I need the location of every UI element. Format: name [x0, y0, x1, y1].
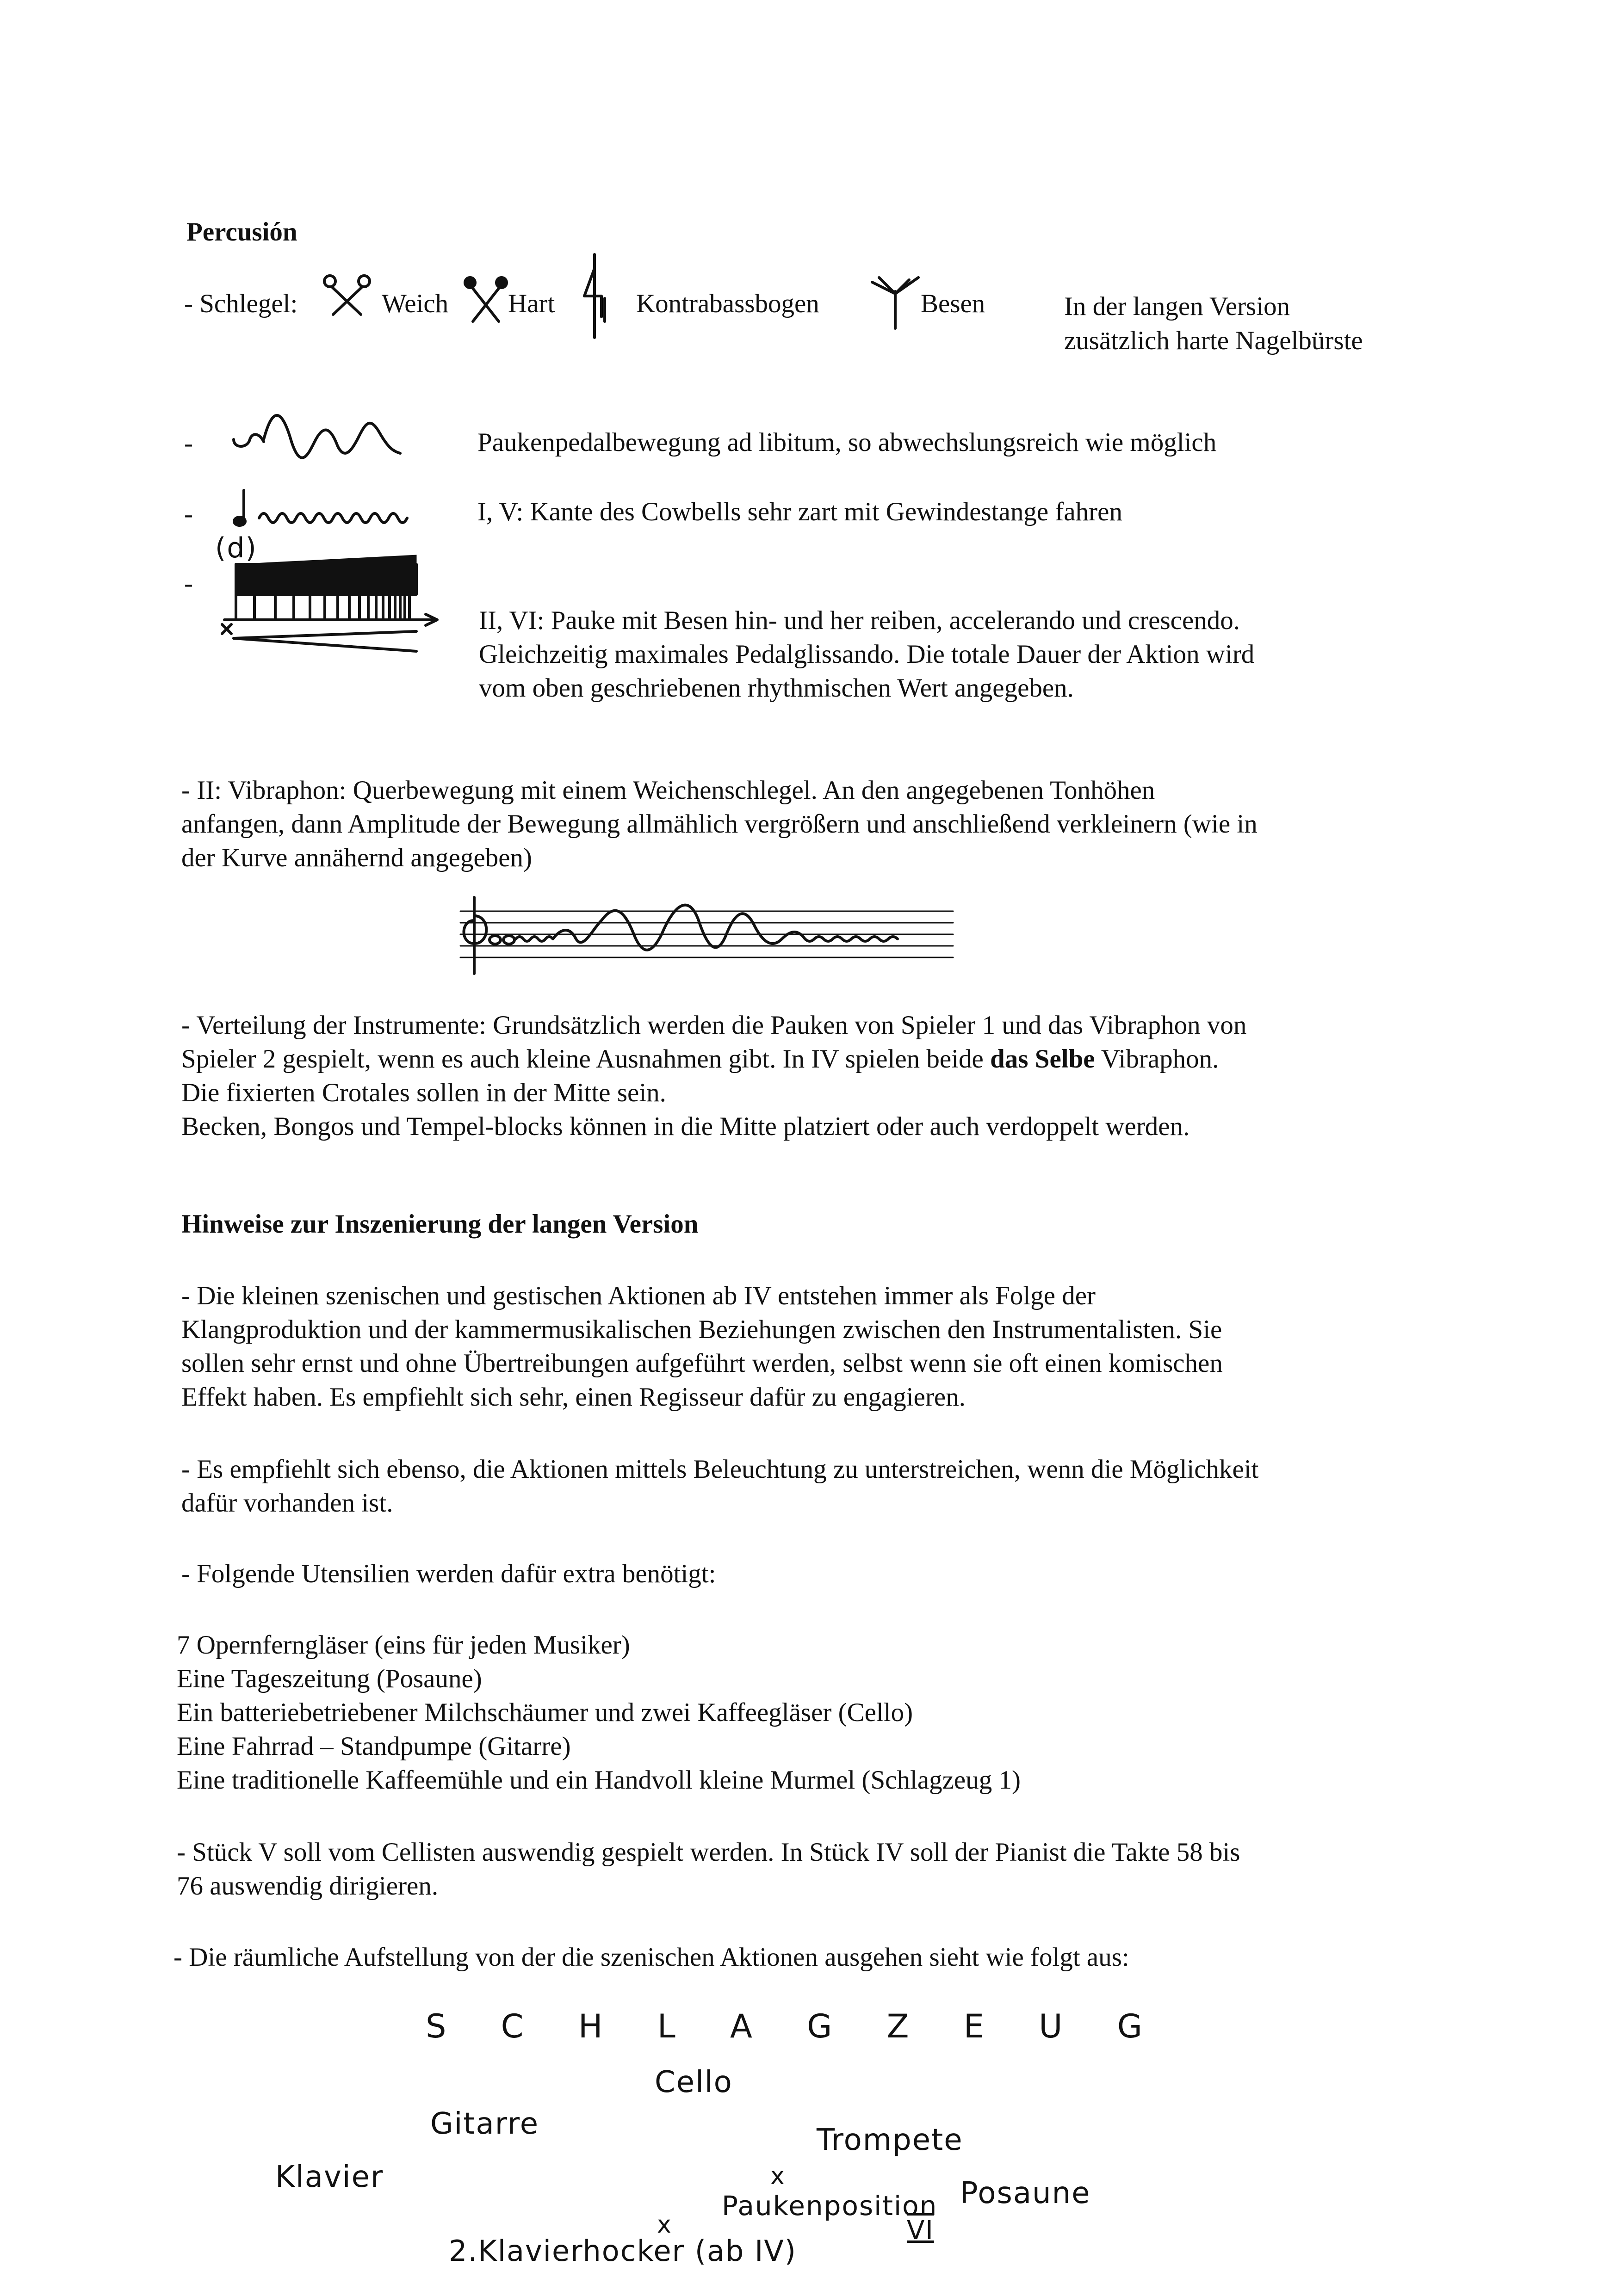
hard-mallet-icon: [463, 275, 509, 326]
staging-para1-1: - Die kleinen szenischen und gestischen Aktionen ab IV entstehen immer als Folge der: [181, 1281, 1096, 1310]
utensil-2: Eine Tageszeitung (Posaune): [177, 1664, 482, 1693]
staging-para2-2: dafür vorhanden ist.: [181, 1488, 393, 1518]
bow-icon: [576, 252, 613, 340]
mallet-hard-label: Hart: [508, 289, 555, 318]
timpani-text-1: II, VI: Pauke mit Besen hin- und her reiben, accelerando und crescendo.: [479, 606, 1240, 635]
utensil-1: 7 Opernferngläser (eins für jeden Musiker): [177, 1630, 630, 1660]
percussion-heading: Percusión: [186, 217, 297, 247]
long-version-note-1: In der langen Version: [1064, 292, 1290, 321]
distribution-emphasis: das Selbe: [990, 1044, 1095, 1074]
stage-guitar: Gitarre: [430, 2107, 539, 2141]
staging-para4-1: - Stück V soll vom Cellisten auswendig gespielt werden. In Stück IV soll der Pianist die Takte 58 bis: [177, 1838, 1240, 1867]
stage-trumpet: Trompete: [817, 2123, 963, 2157]
stage-piano: Klavier: [275, 2160, 384, 2194]
vibraphone-text-3: der Kurve annähernd angegeben): [181, 843, 533, 872]
vibraphone-text-2: anfangen, dann Amplitude der Bewegung allmählich vergrößern und anschließend verkleinern (wie in: [181, 809, 1258, 839]
dash-pedal: -: [184, 429, 193, 458]
utensil-5: Eine traditionelle Kaffeemühle und ein Handvoll kleine Murmel (Schlagzeug 1): [177, 1765, 1021, 1795]
distribution-text-1: - Verteilung der Instrumente: Grundsätzlich werden die Pauken von Spieler 1 und das Vibraphon von: [181, 1011, 1247, 1040]
vibraphone-text-1: - II: Vibraphon: Querbewegung mit einem Weichenschlegel. An den angegebenen Tonhöhen: [181, 776, 1155, 805]
soft-mallet-icon: [322, 273, 372, 319]
mallet-bow-label: Kontrabassbogen: [636, 289, 819, 318]
staging-para5: - Die räumliche Aufstellung von der die szenischen Aktionen ausgehen sieht wie folgt aus:: [173, 1943, 1129, 1972]
timpani-symbol-label: (d): [215, 532, 257, 564]
mallets-prefix: - Schlegel:: [184, 289, 298, 318]
distribution-text-2b: Vibraphon.: [1095, 1044, 1219, 1074]
stage-timpani-position: Paukenposition: [722, 2190, 938, 2222]
distribution-text-4: Becken, Bongos und Tempel-blocks können in die Mitte platziert oder auch verdoppelt werden.: [181, 1112, 1190, 1141]
brush-icon: [870, 275, 921, 331]
stage-trombone: Posaune: [960, 2176, 1091, 2210]
stage-cello: Cello: [655, 2065, 733, 2099]
staging-para1-3: sollen sehr ernst und ohne Übertreibungen aufgeführt werden, selbst wenn sie oft einen komischen: [181, 1349, 1223, 1378]
distribution-text-2: [181, 1042, 1219, 1076]
utensil-4: Eine Fahrrad – Standpumpe (Gitarre): [177, 1732, 571, 1761]
timpani-text-3: vom oben geschriebenen rhythmischen Wert angegeben.: [479, 673, 1074, 703]
timpani-text-2: Gleichzeitig maximales Pedalglissando. Die totale Dauer der Aktion wird: [479, 640, 1255, 669]
distribution-text-2a: Spieler 2 gespielt, wenn es auch kleine Ausnahmen gibt. In IV spielen beide: [181, 1044, 991, 1074]
pedal-text: Paukenpedalbewegung ad libitum, so abwechslungsreich wie möglich: [477, 428, 1217, 457]
staging-para3: - Folgende Utensilien werden dafür extra benötigt:: [181, 1559, 716, 1588]
mallet-brush-label: Besen: [921, 289, 985, 318]
long-version-note-2: zusätzlich harte Nagelbürste: [1064, 326, 1363, 355]
staging-para1-4: Effekt haben. Es empfiehlt sich sehr, einen Regisseur dafür zu engagieren.: [181, 1383, 966, 1412]
staging-para1-2: Klangproduktion und der kammermusikalischen Beziehungen zwischen den Instrumentalisten. Sie: [181, 1315, 1222, 1344]
stage-roman-six: VI: [907, 2216, 934, 2246]
pedal-curve-icon: [231, 414, 453, 469]
cowbell-scrape-icon: [234, 488, 446, 534]
cowbell-text: I, V: Kante des Cowbells sehr zart mit Gewindestange fahren: [477, 497, 1122, 526]
staging-para4-2: 76 auswendig dirigieren.: [177, 1871, 439, 1901]
stage-marker-second-piano: x: [657, 2211, 672, 2239]
timpani-brush-icon: [217, 555, 458, 675]
dash-cowbell: -: [184, 500, 193, 529]
vibraphone-staff-notation: [458, 893, 958, 981]
stage-marker-timpani: x: [770, 2162, 786, 2190]
distribution-text-3: Die fixierten Crotales sollen in der Mitte sein.: [181, 1078, 666, 1107]
staging-para2-1: - Es empfiehlt sich ebenso, die Aktionen mittels Beleuchtung zu unterstreichen, wenn die Möglichkeit: [181, 1455, 1259, 1484]
stage-percussion: S C H L A G Z E U G: [426, 2007, 1165, 2045]
utensil-3: Ein batteriebetriebener Milchschäumer und zwei Kaffeegläser (Cello): [177, 1698, 913, 1727]
staging-heading: Hinweise zur Inszenierung der langen Version: [181, 1210, 699, 1239]
stage-second-piano: 2.Klavierhocker (ab IV): [449, 2234, 797, 2268]
mallet-soft-label: Weich: [382, 289, 449, 318]
dash-timpani: -: [184, 569, 193, 598]
